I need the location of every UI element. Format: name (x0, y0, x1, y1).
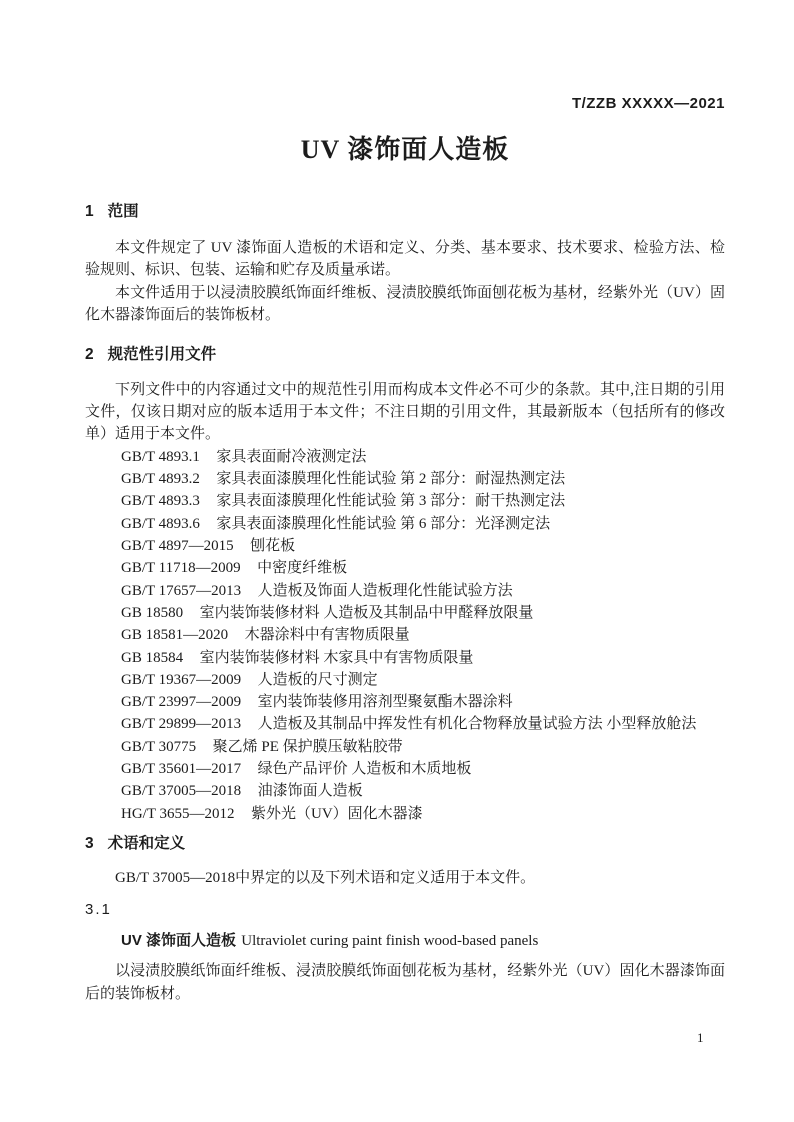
section-number: 2 (85, 345, 94, 363)
reference-title: 家具表面漆膜理化性能试验 第 2 部分：耐湿热测定法 (216, 471, 566, 488)
reference-title: 人造板及其制品中挥发性有机化合物释放量试验方法 小型释放舱法 (257, 716, 697, 733)
page-number: 1 (697, 1030, 704, 1045)
reference-title: 刨花板 (250, 538, 296, 555)
term-name-english: Ultraviolet curing paint finish wood-based panels (241, 933, 539, 950)
section-title: 术语和定义 (107, 834, 186, 852)
reference-title: 室内装饰装修用溶剂型聚氨酯木器涂料 (257, 694, 513, 711)
reference-item (121, 580, 725, 602)
reference-code: GB 18581—2020 (121, 627, 229, 644)
reference-code: GB/T 11718—2009 (121, 560, 241, 577)
reference-title: 中密度纤维板 (257, 560, 348, 577)
reference-item (121, 535, 725, 557)
term-definition-paragraph: 以浸渍胶膜纸饰面纤维板、浸渍胶膜纸饰面刨花板为基材，经紫外光（UV）固化木器漆饰面后的装饰板材。 (85, 963, 725, 1002)
section-title: 范围 (107, 203, 139, 220)
reference-title: 聚乙烯 PE 保护膜压敏粘胶带 (212, 738, 403, 755)
reference-item (121, 624, 725, 646)
reference-code: GB/T 4893.2 (121, 471, 200, 488)
reference-title: 室内装饰装修材料 人造板及其制品中甲醛释放限量 (199, 604, 534, 621)
reference-title: 紫外光（UV）固化木器漆 (250, 805, 423, 822)
reference-item (121, 468, 725, 490)
scope-paragraph: 本文件规定了 UV 漆饰面人造板的术语和定义、分类、基本要求、技术要求、检验方法、检验规则、标识、包装、运输和贮存及质量承诺。 (85, 240, 725, 279)
standard-code: T/ZZB XXXXX—2021 (571, 95, 725, 112)
reference-code: GB/T 4893.3 (121, 493, 200, 510)
reference-code: GB/T 37005—2018 (121, 783, 242, 800)
terms-intro-paragraph: GB/T 37005—2018中界定的以及下列术语和定义适用于本文件。 (115, 869, 536, 886)
reference-item (121, 513, 725, 535)
reference-title: 木器涂料中有害物质限量 (244, 627, 410, 644)
reference-code: GB/T 29899—2013 (121, 716, 242, 733)
scope-paragraph: 本文件适用于以浸渍胶膜纸饰面纤维板、浸渍胶膜纸饰面刨花板为基材，经紫外光（UV）固化木器漆饰面后的装饰板材。 (85, 284, 725, 324)
reference-item (121, 490, 725, 512)
reference-item (121, 602, 725, 624)
reference-code: HG/T 3655—2012 (121, 805, 235, 822)
reference-code: GB 18584 (121, 649, 184, 666)
reference-item (121, 713, 725, 735)
reference-code: GB 18580 (121, 604, 184, 621)
reference-code: GB/T 35601—2017 (121, 761, 242, 777)
reference-item (121, 446, 725, 468)
reference-title: 家具表面耐冷液测定法 (216, 448, 367, 465)
section-number: 1 (85, 203, 94, 220)
reference-code: GB/T 23997—2009 (121, 694, 242, 711)
reference-item (121, 557, 725, 579)
reference-item (121, 780, 725, 802)
reference-title: 家具表面漆膜理化性能试验 第 3 部分：耐干热测定法 (216, 493, 566, 510)
section-title: 规范性引用文件 (107, 345, 217, 363)
section-heading-terms (85, 833, 725, 855)
reference-code: GB/T 17657—2013 (121, 582, 242, 599)
section-heading-normative-references (85, 344, 725, 366)
reference-item (121, 647, 725, 669)
reference-title: 人造板的尺寸测定 (257, 671, 378, 688)
document-title: UV 漆饰面人造板 (300, 135, 510, 164)
references-list (85, 446, 725, 825)
reference-code: GB/T 4893.6 (121, 515, 200, 532)
reference-code: GB/T 4897—2015 (121, 538, 234, 555)
reference-title: 家具表面漆膜理化性能试验 第 6 部分：光泽测定法 (216, 515, 551, 532)
reference-code: GB/T 4893.1 (121, 448, 200, 465)
references-intro-paragraph: 下列文件中的内容通过文中的规范性引用而构成本文件必不可少的条款。其中,注日期的引用文件，仅该日期对应的版本适用于本文件；不注日期的引用文件，其最新版本（包括所有的修改单）适用于本文件。 (85, 381, 725, 443)
reference-code: GB/T 30775 (121, 738, 197, 755)
section-number: 3 (85, 834, 94, 852)
reference-item (121, 803, 725, 825)
reference-title: 绿色产品评价 人造板和木质地板 (257, 761, 472, 777)
reference-item (121, 736, 725, 758)
reference-title: 人造板及饰面人造板理化性能试验方法 (257, 582, 513, 599)
reference-item (121, 669, 725, 691)
reference-title: 油漆饰面人造板 (257, 783, 363, 800)
reference-code: GB/T 19367—2009 (121, 671, 242, 688)
reference-title: 室内装饰装修材料 木家具中有害物质限量 (199, 649, 474, 666)
reference-item (121, 691, 725, 713)
term-name-chinese: UV 漆饰面人造板 (121, 932, 237, 950)
term-entry (85, 930, 725, 952)
section-heading-scope (85, 201, 725, 223)
reference-item (121, 758, 725, 780)
term-number: 3.1 (85, 901, 112, 919)
